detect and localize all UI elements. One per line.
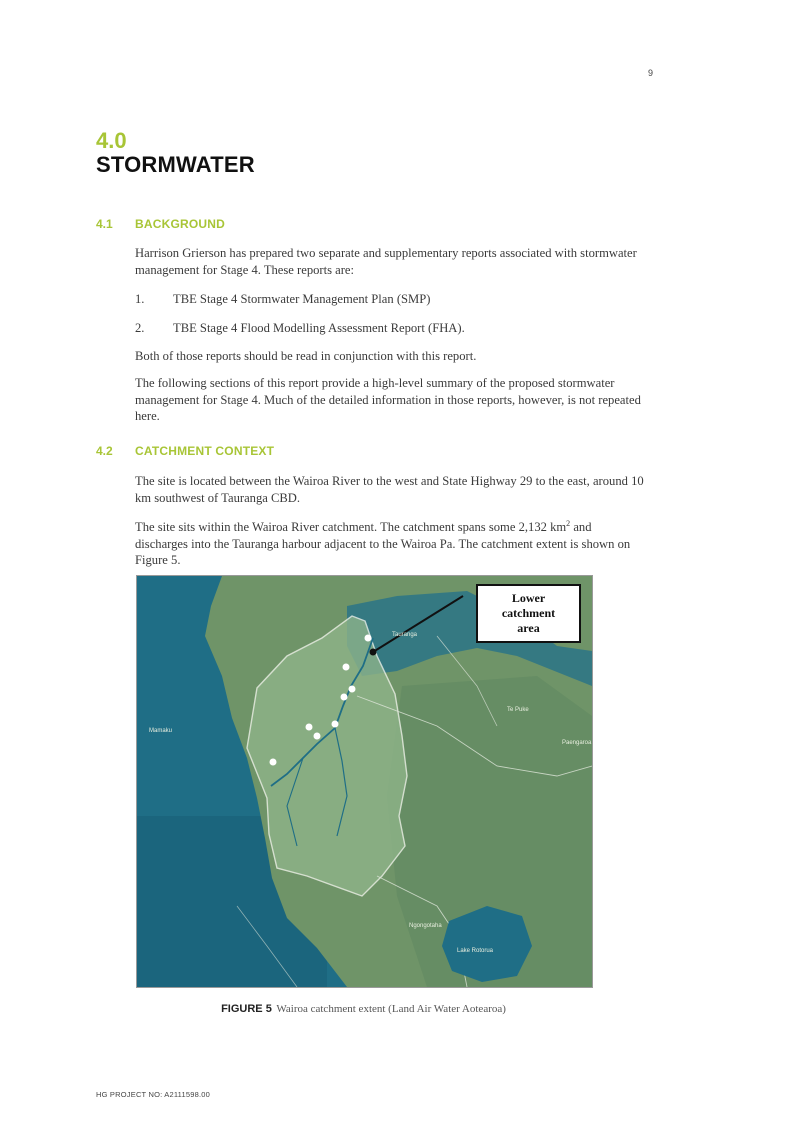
monitoring-point	[332, 721, 339, 728]
section-number: 4.0	[96, 128, 127, 153]
label-te-puke: Te Puke	[507, 707, 529, 713]
footer-project-number: HG PROJECT NO: A2111598.00	[96, 1090, 211, 1099]
subsection-number-background: 4.1	[96, 217, 113, 231]
subsection-title-background: BACKGROUND	[135, 217, 225, 231]
background-para-2: Both of those reports should be read in conjunction with this report.	[135, 349, 477, 363]
background-para-3: The following sections of this report provide a high-level summary of the proposed stormwater management for Stage 4. Much of the detailed information in those reports, however, is not repeated here.	[135, 376, 641, 423]
figure-caption-text: Wairoa catchment extent (Land Air Water Aotearoa)	[276, 1003, 506, 1015]
callout-anchor-dot	[370, 649, 377, 656]
list-item-text: TBE Stage 4 Flood Modelling Assessment Report (FHA).	[173, 321, 465, 335]
list-item-number: 1.	[135, 292, 145, 306]
label-mamaku: Mamaku	[149, 728, 173, 734]
figure-caption-label: FIGURE 5	[221, 1003, 272, 1015]
subsection-title-catchment: CATCHMENT CONTEXT	[135, 444, 275, 458]
catchment-para-2: The site sits within the Wairoa River catchment. The catchment spans some 2,132 $km^2$ and discharges into the Tauranga harbour adjacent to the Wairoa Pa. The catchment extent is shown on Figure 5.	[135, 519, 631, 568]
figure-caption	[0, 1003, 727, 1015]
list-item-number: 2.	[135, 321, 145, 335]
catchment-para-1: The site is located between the Wairoa River to the west and State Highway 29 to the east, around 10 km southwest of Tauranga CBD.	[135, 474, 644, 505]
page-number: 9	[648, 68, 654, 78]
label-ngongotaha: Ngongotaha	[409, 923, 442, 929]
label-paengaroa: Paengaroa	[562, 740, 592, 746]
monitoring-point	[306, 724, 313, 731]
list-item-text: TBE Stage 4 Stormwater Management Plan (SMP)	[173, 292, 431, 306]
callout-box	[476, 584, 581, 643]
label-tauranga: Tauranga	[392, 632, 418, 638]
section-title: STORMWATER	[96, 152, 255, 177]
callout-text: Lower catchment area	[501, 591, 556, 635]
subsection-number-catchment: 4.2	[96, 444, 113, 458]
monitoring-point	[365, 635, 372, 642]
monitoring-point	[343, 664, 350, 671]
monitoring-point	[341, 694, 348, 701]
monitoring-point	[314, 733, 321, 740]
monitoring-point	[349, 686, 356, 693]
monitoring-point	[270, 759, 277, 766]
label-lake-rotorua: Lake Rotorua	[457, 948, 494, 954]
background-intro: Harrison Grierson has prepared two separate and supplementary reports associated with stormwater management for Stage 4. These reports are:	[135, 246, 637, 277]
